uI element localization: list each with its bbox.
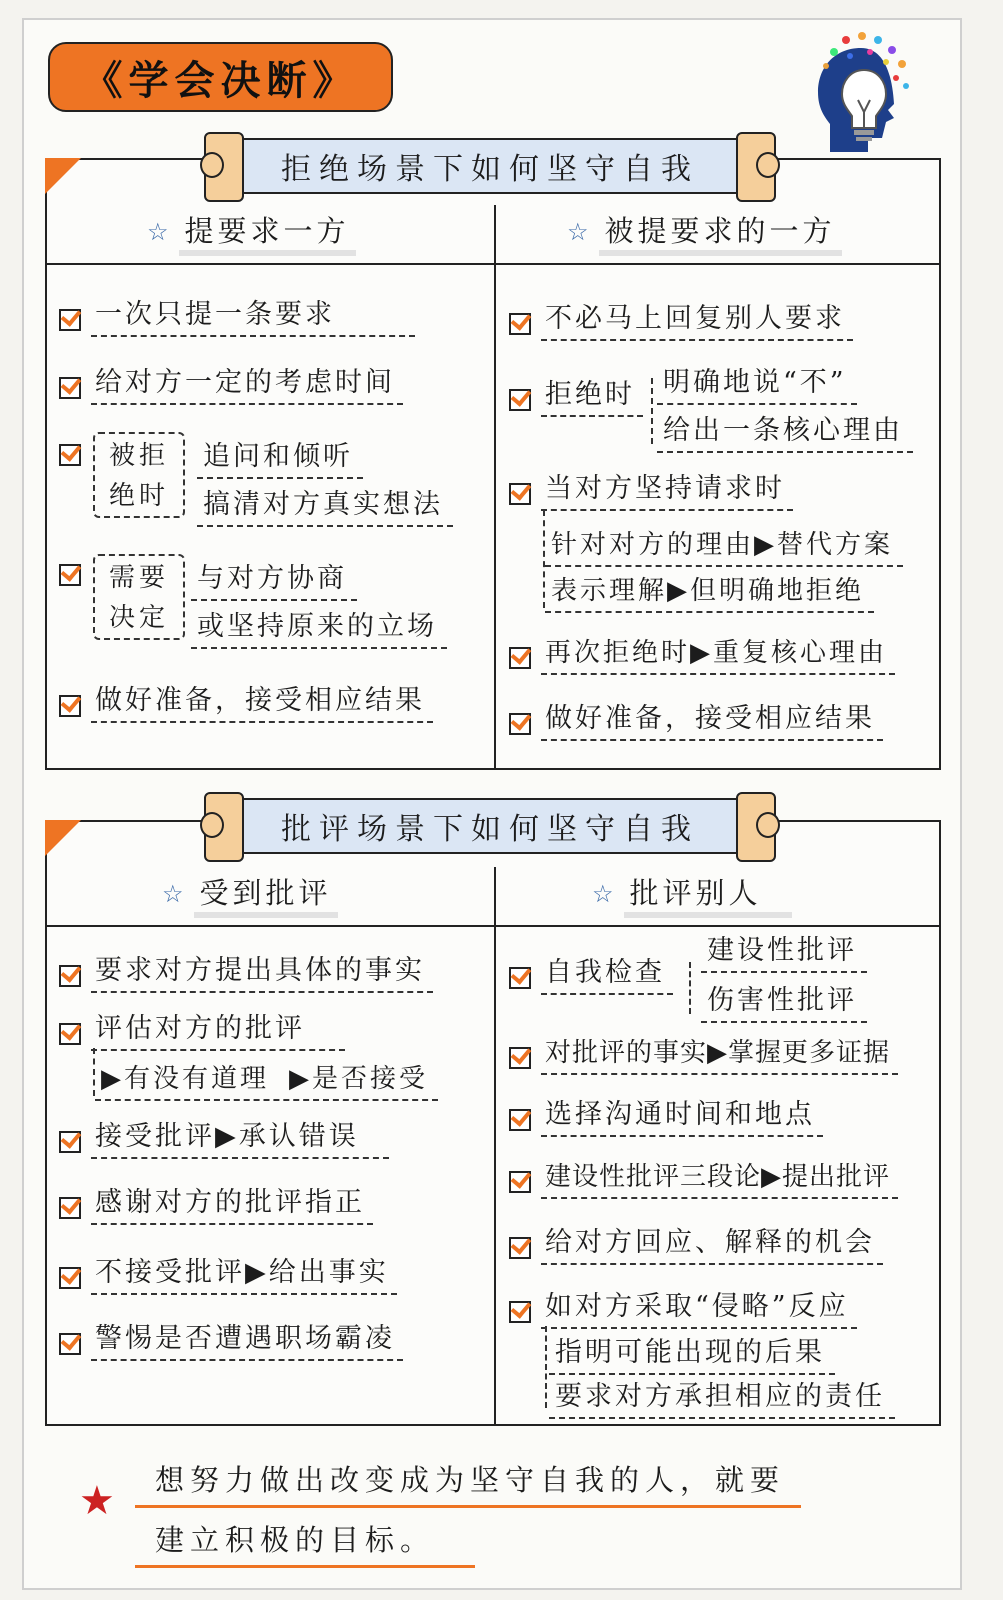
header-divider bbox=[47, 263, 939, 265]
scroll-knob bbox=[200, 812, 224, 838]
scroll-knob bbox=[756, 152, 780, 178]
page-title-text: 《学会决断》 bbox=[82, 56, 359, 104]
list-item: 做好准备，接受相应结果 bbox=[509, 696, 883, 741]
star-icon: ☆ bbox=[567, 218, 593, 246]
option-item: ▶有没有道理 ▶是否接受 bbox=[95, 1058, 438, 1101]
checkbox-icon bbox=[59, 965, 81, 987]
star-icon: ☆ bbox=[147, 218, 173, 246]
list-item: 当对方坚持请求时 bbox=[509, 466, 793, 511]
option-item: 针对对方的理由▶替代方案 bbox=[545, 524, 903, 567]
option-item: 给出一条核心理由 bbox=[657, 408, 913, 453]
checkbox-icon bbox=[509, 389, 531, 411]
corner-decoration bbox=[45, 820, 81, 856]
list-item: 对批评的事实▶掌握更多证据 bbox=[509, 1032, 898, 1075]
scroll-roll bbox=[204, 792, 244, 862]
checkbox-icon bbox=[59, 444, 81, 466]
checkbox-icon bbox=[59, 1023, 81, 1045]
star-icon: ☆ bbox=[592, 880, 618, 908]
option-item: 指明可能出现的后果 bbox=[549, 1330, 835, 1375]
checkbox-icon bbox=[509, 1237, 531, 1259]
checkbox-icon bbox=[509, 713, 531, 735]
list-item: 拒绝时 bbox=[509, 372, 643, 417]
star-icon: ★ bbox=[79, 1478, 115, 1524]
list-item: 再次拒绝时▶重复核心理由 bbox=[509, 632, 895, 675]
checkbox-icon bbox=[509, 313, 531, 335]
checkbox-icon bbox=[59, 1333, 81, 1355]
scroll-roll bbox=[736, 132, 776, 202]
list-item bbox=[59, 444, 91, 472]
list-item: 建设性批评三段论▶提出批评 bbox=[509, 1156, 898, 1199]
option-item: 明确地说“不” bbox=[657, 360, 857, 405]
list-item: 一次只提一条要求 bbox=[59, 292, 415, 337]
header-divider bbox=[47, 925, 939, 927]
option-item: 与对方协商 bbox=[191, 556, 357, 601]
star-icon: ☆ bbox=[162, 880, 188, 908]
list-item: 给对方一定的考虑时间 bbox=[59, 360, 403, 405]
scroll-knob bbox=[756, 812, 780, 838]
bracket-line bbox=[651, 378, 653, 444]
option-item: 伤害性批评 bbox=[701, 978, 867, 1023]
checkbox-icon bbox=[59, 1267, 81, 1289]
list-item: 自我检查 bbox=[509, 950, 673, 995]
list-item: 给对方回应、解释的机会 bbox=[509, 1220, 883, 1265]
checkbox-icon bbox=[59, 564, 81, 586]
option-item: 表示理解▶但明确地拒绝 bbox=[545, 570, 874, 613]
option-item: 追问和倾听 bbox=[197, 434, 363, 479]
refusal-banner bbox=[198, 136, 782, 198]
list-item bbox=[59, 564, 91, 592]
list-item: 如对方采取“侵略”反应 bbox=[509, 1284, 857, 1329]
list-item: 不接受批评▶给出事实 bbox=[59, 1250, 397, 1295]
checkbox-icon bbox=[59, 1197, 81, 1219]
checkbox-icon bbox=[509, 647, 531, 669]
footer-note bbox=[75, 1450, 905, 1580]
option-item: 建设性批评 bbox=[701, 928, 867, 973]
checkbox-icon bbox=[59, 1131, 81, 1153]
checkbox-icon bbox=[509, 967, 531, 989]
decide-label: 需要决定 bbox=[93, 554, 185, 640]
checkbox-icon bbox=[509, 1047, 531, 1069]
option-item: 搞清对方真实想法 bbox=[197, 482, 453, 527]
list-item: 警惕是否遭遇职场霸凌 bbox=[59, 1316, 403, 1361]
list-item: 做好准备，接受相应结果 bbox=[59, 678, 433, 723]
left-column-header: ☆ 提要求一方 bbox=[147, 210, 356, 254]
scroll-knob bbox=[200, 152, 224, 178]
list-item: 选择沟通时间和地点 bbox=[509, 1092, 823, 1137]
rejected-label: 被拒绝时 bbox=[93, 432, 185, 518]
right-column-header: ☆ 批评别人 bbox=[592, 872, 792, 916]
checkbox-icon bbox=[59, 695, 81, 717]
page-title bbox=[48, 42, 393, 112]
scroll-roll bbox=[204, 132, 244, 202]
banner-text: 拒绝场景下如何坚守自我 bbox=[281, 152, 699, 187]
criticism-banner bbox=[198, 796, 782, 858]
option-item: 或坚持原来的立场 bbox=[191, 604, 447, 649]
option-item: 要求对方承担相应的责任 bbox=[549, 1374, 895, 1419]
bracket-line bbox=[545, 1326, 547, 1408]
left-column-header: ☆ 受到批评 bbox=[162, 872, 338, 916]
checkbox-icon bbox=[509, 483, 531, 505]
list-item: 要求对方提出具体的事实 bbox=[59, 948, 433, 993]
checkbox-icon bbox=[509, 1301, 531, 1323]
checkbox-icon bbox=[59, 309, 81, 331]
column-divider bbox=[494, 867, 496, 1424]
corner-decoration bbox=[45, 158, 81, 194]
column-divider bbox=[494, 205, 496, 768]
list-item: 不必马上回复别人要求 bbox=[509, 296, 853, 341]
criticism-section bbox=[45, 820, 941, 1426]
banner-text: 批评场景下如何坚守自我 bbox=[281, 812, 699, 847]
checkbox-icon bbox=[59, 377, 81, 399]
lightbulb-head-icon bbox=[806, 30, 916, 160]
checkbox-icon bbox=[509, 1171, 531, 1193]
scroll-roll bbox=[736, 792, 776, 862]
right-column-header: ☆ 被提要求的一方 bbox=[567, 210, 842, 254]
list-item: 感谢对方的批评指正 bbox=[59, 1180, 373, 1225]
list-item: 接受批评▶承认错误 bbox=[59, 1114, 389, 1159]
refusal-section bbox=[45, 158, 941, 770]
list-item: 评估对方的批评 bbox=[59, 1006, 345, 1051]
footer-line: 建立积极的目标。 bbox=[135, 1518, 475, 1568]
footer-line: 想努力做出改变成为坚守自我的人，就要 bbox=[135, 1458, 801, 1508]
bracket-line bbox=[689, 962, 691, 1014]
checkbox-icon bbox=[509, 1109, 531, 1131]
